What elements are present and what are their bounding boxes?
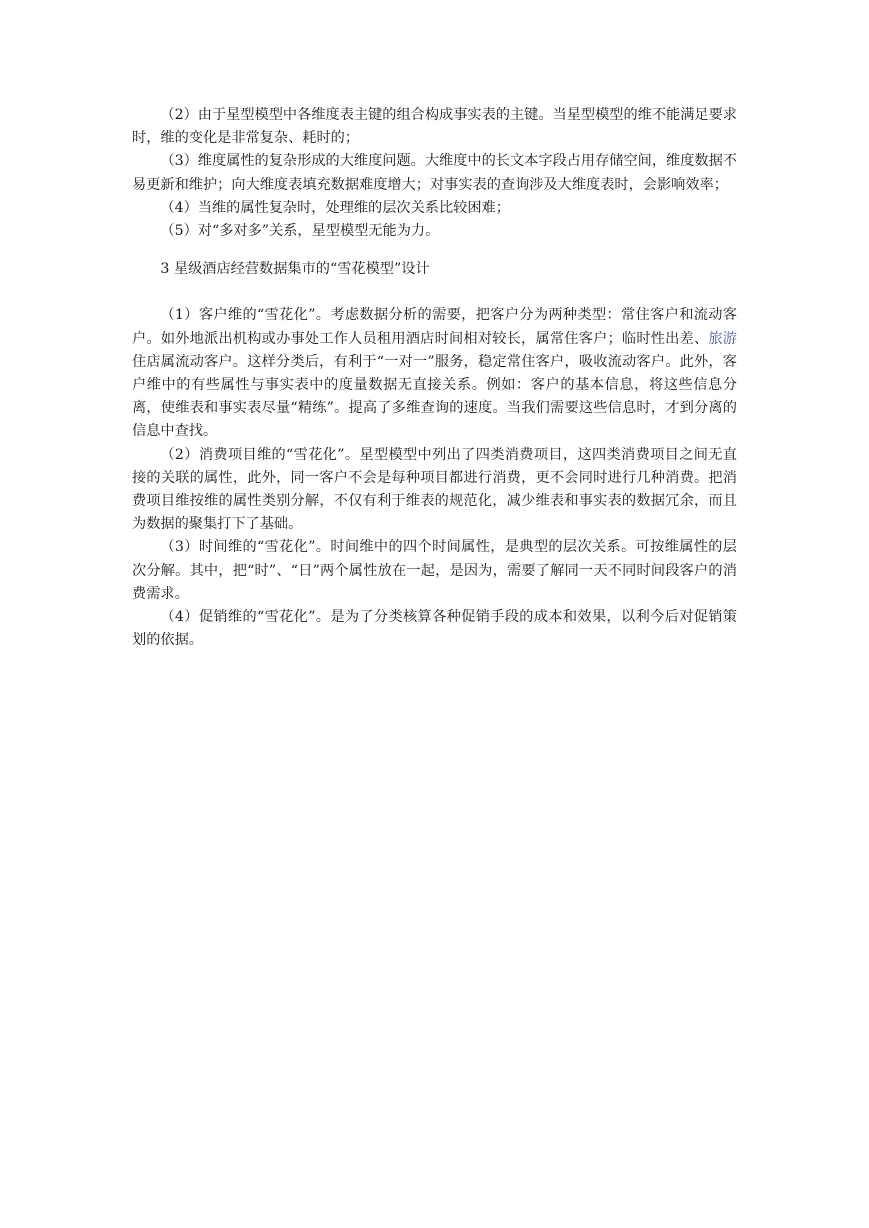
paragraph-dimension-key: （2）由于星型模型中各维度表主键的组合构成事实表的主键。当星型模型的维不能满足要求时，维的变化是非常复杂、耗时的； [132, 107, 737, 147]
paragraph-consumption-dimension: （2）消费项目维的“雪花化”。星型模型中列出了四类消费项目，这四类消费项目之间无直接的关联的属性，此外，同一客户不会是每种项目都进行消费，更不会同时进行几种消费。把消费项目维按维的属性类别分解，不仅有利于维表的规范化，减少维表和事实表的数据冗余，而且为数据的聚集打下了基础。 [132, 446, 737, 533]
section-heading: 3 星级酒店经营数据集市的“雪花模型”设计 [160, 261, 430, 278]
customer-text-before-link: （1）客户维的“雪花化”。考虑数据分析的需要，把客户分为两种类型：常住客户和流动客户。如外地派出机构或办事处工作人员租用酒店时间相对较长，属常住客户；临时性出差、 [132, 307, 737, 347]
paragraph-promotion-dimension: （4）促销维的“雪花化”。是为了分类核算各种促销手段的成本和效果，以利今后对促销策划的依据。 [132, 609, 737, 649]
star-model-drawbacks [132, 104, 737, 243]
travel-link[interactable]: 旅游 [708, 330, 737, 347]
snowflake-design-section [132, 304, 737, 652]
paragraph-hierarchy: （4）当维的属性复杂时，处理维的层次关系比较困难； [160, 199, 510, 216]
customer-text-after-link: 住店属流动客户。这样分类后，有利于“一对一”服务，稳定常住客户，吸收流动客户。此外，客户维中的有些属性与事实表中的度量数据无直接关系。例如：客户的基本信息，将这些信息分离，使维表和事实表尽量“精练”。提高了多维查询的速度。当我们需要这些信息时，才到分离的信息中查找。 [132, 353, 737, 440]
document-body [132, 104, 737, 652]
paragraph-large-dimension: （3）维度属性的复杂形成的大维度问题。大维度中的长文本字段占用存储空间，维度数据不易更新和维护；向大维度表填充数据难度增大；对事实表的查询涉及大维度表时，会影响效率； [132, 153, 737, 193]
paragraph-time-dimension: （3）时间维的“雪花化”。时间维中的四个时间属性，是典型的层次关系。可按维属性的层次分解。其中，把“时”、“日”两个属性放在一起，是因为，需要了解同一天不同时间段客户的消费需求。 [132, 539, 737, 602]
paragraph-many-to-many: （5）对“多对多”关系，星型模型无能为力。 [160, 223, 440, 240]
paragraph-customer-dimension [132, 304, 737, 443]
